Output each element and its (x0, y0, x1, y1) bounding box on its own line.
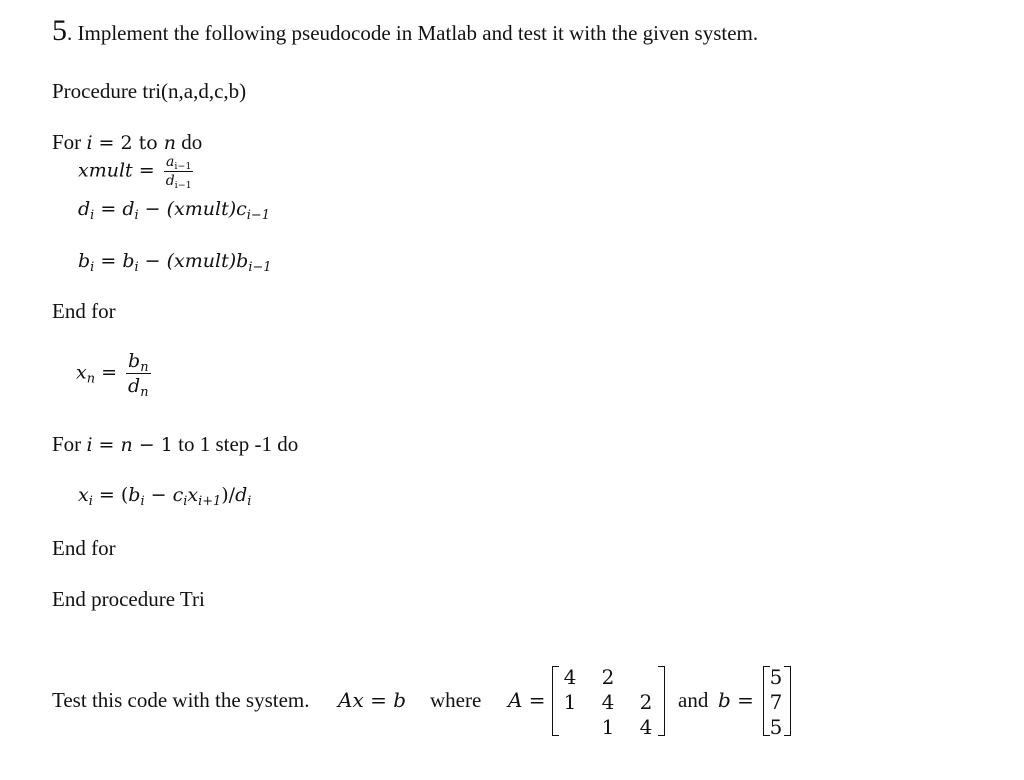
loop-range: = 2 to (92, 132, 164, 154)
xmult-lhs: xmult = (78, 159, 161, 182)
A-cell: 2 (601, 665, 615, 689)
A-cell: 1 (601, 715, 615, 739)
b-rest: − (xmult) (138, 250, 237, 272)
for-loop-1-header (52, 130, 202, 155)
for-keyword: For (52, 130, 82, 154)
b-update-line (78, 250, 272, 275)
xn-line (76, 350, 154, 400)
loop-var: i (86, 132, 93, 154)
d-sub-2: i (134, 207, 139, 223)
test-where: where (430, 688, 482, 712)
loop2-minus-one: − 1 (132, 434, 173, 456)
num-sub: i−1 (174, 160, 192, 172)
xn-var: x (76, 361, 87, 384)
loop2-n: n (120, 434, 133, 456)
loop2-eq: = (92, 434, 121, 456)
xn-den-var: d (128, 375, 141, 397)
xi-d: d (235, 484, 248, 506)
xmult-line (78, 154, 197, 189)
for-loop-2-header (52, 432, 298, 457)
question-heading (52, 14, 758, 48)
test-and: and (678, 688, 709, 712)
b-var: b (78, 250, 91, 272)
xn-sub: n (86, 371, 96, 387)
xi-x2: x (187, 484, 199, 506)
d-var: d (78, 198, 91, 220)
xn-denominator (126, 374, 150, 400)
xi-b: b (128, 484, 141, 506)
xi-div: )/ (221, 484, 236, 506)
matrix-A-left-bracket (552, 666, 559, 736)
xi-b-sub: i (140, 493, 145, 509)
xi-c-sub: i (183, 493, 188, 509)
test-equation: Ax = b (338, 688, 406, 712)
b-cell: 5 (769, 665, 783, 689)
b-sub-2: i (134, 259, 139, 275)
loop-n: n (163, 132, 177, 154)
den-sub: i−1 (174, 179, 192, 191)
den-var: d (165, 173, 175, 189)
test-text: Test this code with the system. (52, 688, 310, 712)
d-update-line (78, 198, 270, 223)
end-procedure: End procedure Tri (52, 587, 205, 611)
xi-eq: = ( (92, 484, 129, 506)
xn-den-sub: n (140, 384, 149, 400)
d-eq: = (94, 198, 123, 220)
d-sub: i (90, 207, 95, 223)
num-var: a (165, 154, 175, 170)
A-cell: 4 (639, 715, 653, 739)
xi-line (78, 484, 252, 509)
b-var-2: b (122, 250, 135, 272)
d-var-2: d (122, 198, 135, 220)
b-sub: i (90, 259, 95, 275)
xn-eq: = (95, 361, 124, 384)
xi-var: x (78, 484, 89, 506)
loop2-var: i (86, 434, 93, 456)
end-for-2: End for (52, 536, 116, 560)
A-cell: 4 (563, 665, 577, 689)
b-var-3: b (236, 250, 249, 272)
xn-numerator (126, 350, 150, 374)
A-cell: 2 (639, 690, 653, 714)
A-cell: 1 (563, 690, 577, 714)
for-keyword-2: For (52, 432, 82, 456)
end-for-1: End for (52, 299, 116, 323)
xmult-denominator (164, 172, 194, 189)
b-label: b = (718, 688, 754, 712)
b-cell: 5 (769, 715, 783, 739)
xn-fraction (126, 350, 150, 400)
xmult-fraction (164, 154, 194, 189)
b-sub-3: i−1 (248, 259, 272, 275)
question-prompt: . Implement the following pseudocode in Matlab and test it with the given system. (67, 21, 759, 45)
matrix-A-right-bracket (658, 666, 665, 736)
loop2-rest: to 1 step -1 do (172, 432, 299, 456)
procedure-header: Procedure tri(n,a,d,c,b) (52, 79, 247, 103)
xi-d-sub: i (247, 493, 252, 509)
c-sub: i−1 (246, 207, 270, 223)
xn-num-var: b (128, 350, 141, 372)
xi-c: c (172, 484, 184, 506)
xi-x2-sub: i+1 (198, 493, 222, 509)
b-cell: 7 (769, 690, 783, 714)
xmult-numerator (164, 154, 193, 172)
A-label: A = (508, 688, 546, 712)
b-eq: = (94, 250, 123, 272)
question-number: 5 (52, 14, 67, 47)
xi-minus: − (144, 484, 173, 506)
A-cell: 4 (601, 690, 615, 714)
c-var: c (236, 198, 247, 220)
do-keyword: do (176, 130, 203, 154)
d-rest: − (xmult) (138, 198, 237, 220)
xi-sub: i (88, 493, 93, 509)
xn-num-sub: n (140, 359, 149, 375)
